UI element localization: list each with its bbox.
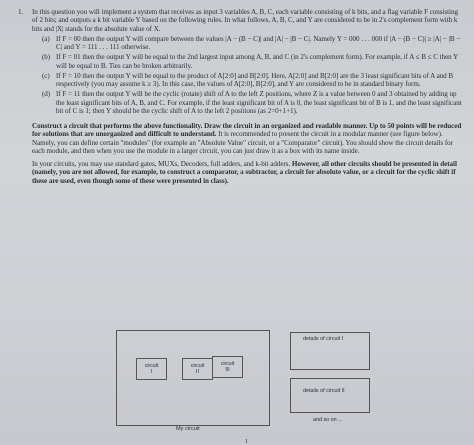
and-so-on-label: and so on ...: [313, 417, 343, 423]
rule-label: (b): [42, 53, 51, 62]
problem-intro: In this question you will implement a system that receives as input 3 variables A, B, C, each variable consisting of k bits, and a flag variable F consisting of 2 bits; and outputs a k bit variable Y based on the following rules. In what follows, A, B, C, and Y are considered to be in 2's complement form with k bits and |X| stands for the absolute value of X.: [32, 8, 458, 33]
exam-page: [12, 8, 462, 445]
rule-text: If F = 01 then the output Y will be equal to the 2nd largest input among A, B, and C (in 2's complement form). For example, if A ≤ B ≤ C then Y will be equal to B. Ties can be broken arbitrarily.: [56, 53, 458, 70]
circuit-1-box: [136, 358, 167, 380]
instructions-bold: Construct a circuit that performs the above functionality. Draw the circuit in an organized and readable manner. Up to 50 points will be reduced for solutions that are unorganized and difficult to understand.: [32, 122, 462, 139]
my-circuit-label: My circuit: [176, 426, 200, 432]
circuit-1-numeral: I: [150, 369, 153, 375]
circuit-3-box: [212, 356, 243, 378]
details-circuit-2-box: [290, 378, 370, 413]
problem-number: 1.: [18, 8, 24, 16]
rule-label: (d): [42, 90, 51, 99]
circuit-3-numeral: III: [225, 367, 230, 373]
modular-circuit-figure: [12, 8, 462, 445]
details-circuit-1-label: details of circuit I: [303, 336, 344, 342]
details-circuit-2-label: details of circuit II: [303, 388, 345, 394]
rule-text: If F = 00 then the output Y will compare between the values |A − (B − C)| and |A| − |B − C|. Namely Y = 000 . . . 000 if |A − (B − C)| ≥ |A| − |B − C| and Y = 111 . . . 111 otherwise.: [56, 34, 461, 51]
instructions-rest: It is recommended to present the circuit in a modular manner (see figure below). Namely, you can define certain "modules" (for example an "Absolute Value" circuit, or a "Comparator" circuit). You should show the circuit details for each module, and then when you use the module in a larger circuit, you can just draw it as a box with its name inside.: [32, 130, 453, 155]
circuit-2-label: circuit: [190, 363, 205, 369]
circuit-2-numeral: II: [196, 369, 199, 375]
circuit-2-box: [182, 358, 213, 380]
circuit-1-label: circuit: [144, 363, 159, 369]
circuit-3-label: circuit: [220, 361, 235, 367]
detail-requirement-bold: However, all other circuits should be presented in detail (namely, you are not allowed, for example, to construct a comparator, a subtractor, a circuit for absolute value, or a circuit for the cyclic shift if these are used, even though some of these were presented in class).: [32, 160, 457, 185]
rule-label: (c): [42, 71, 50, 80]
rule-text: If F = 10 then the output Y will be equal to the product of A[2:0] and B[2:0]. Here, A[2:0] and B[2:0] are the 3 least significant bits of A and B respectively (you may assume k ≥ 3). In this case, the values of A[2:0], B[2:0], and Y are considered to be in standard binary form.: [56, 71, 454, 88]
allowed-components-text: In your circuits, you may use standard gates, MUXs, Decoders, full adders, and k-bit adders.: [32, 160, 292, 168]
details-circuit-1-box: [290, 332, 370, 370]
rule-label: (a): [42, 34, 50, 43]
rule-text: If F = 11 then the output Y will be the cyclic (rotate) shift of A to the left Z positions, where Z is a value between 0 and 3 obtained by adding up the least significant bits of A, B, and C. For example, if the least significant bit of A is 0, the least significant bit of B is 1, and the least significant bit of C is 1; then Y should be the cyclic shift of A to the left 2 positions (as 2=0+1+1).: [56, 90, 462, 115]
page-number: 1: [245, 439, 248, 445]
